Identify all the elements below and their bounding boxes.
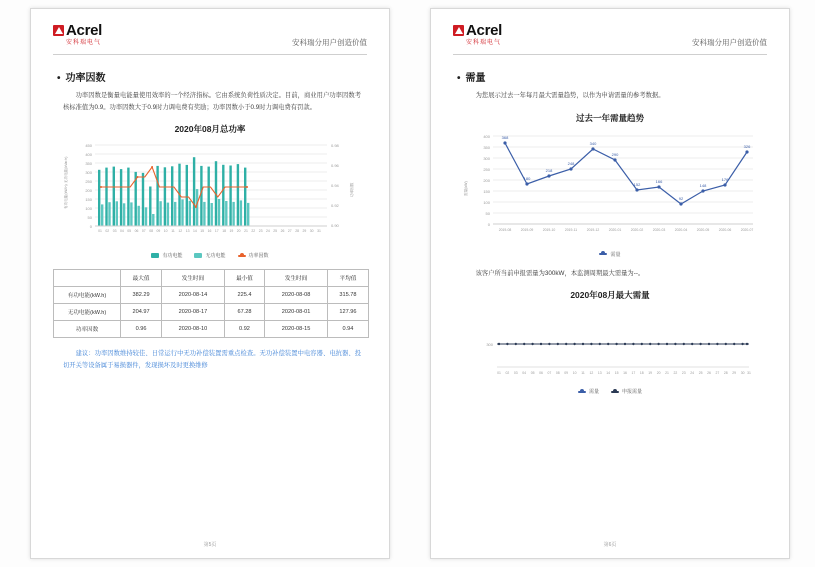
brand-subtitle: 安科瑞电气 xyxy=(466,40,502,46)
page-header-left xyxy=(53,23,367,55)
legend-label: 需量 xyxy=(610,251,621,258)
chart-max-demand xyxy=(453,289,767,395)
svg-text:2020-02: 2020-02 xyxy=(630,227,644,232)
svg-text:100: 100 xyxy=(483,199,490,205)
cell-max: 0.96 xyxy=(121,321,162,338)
svg-text:29: 29 xyxy=(732,371,737,376)
svg-text:2020-03: 2020-03 xyxy=(652,227,666,232)
svg-text:10: 10 xyxy=(163,229,168,234)
chart-svg-max-demand xyxy=(453,305,769,385)
svg-text:17: 17 xyxy=(631,371,636,376)
logo-mark-icon xyxy=(53,25,64,36)
power-factor-table xyxy=(53,269,369,338)
svg-text:16: 16 xyxy=(623,371,627,376)
legend-label: 申报需量 xyxy=(622,389,643,396)
cell-max-time: 2020-08-17 xyxy=(162,304,225,321)
svg-text:92: 92 xyxy=(678,195,684,201)
header-title-left: 安科瑞分用户创造价值 xyxy=(292,38,367,47)
cell-max: 204.97 xyxy=(121,304,162,321)
svg-text:350: 350 xyxy=(85,161,92,167)
svg-text:30: 30 xyxy=(740,371,745,376)
svg-text:03: 03 xyxy=(112,229,117,234)
svg-text:0.98: 0.98 xyxy=(331,143,339,149)
svg-text:31: 31 xyxy=(747,371,751,376)
svg-text:12: 12 xyxy=(178,229,183,234)
svg-text:176: 176 xyxy=(721,176,729,182)
svg-text:01: 01 xyxy=(98,229,102,234)
cell-min: 67.28 xyxy=(224,304,265,321)
svg-text:0.90: 0.90 xyxy=(331,223,339,229)
svg-text:02: 02 xyxy=(105,229,110,234)
brand-name: Acrel xyxy=(466,22,503,39)
svg-text:150: 150 xyxy=(85,197,92,203)
cell-avg: 315.78 xyxy=(327,287,368,304)
chart-svg-demand-trend xyxy=(453,128,769,248)
svg-text:04: 04 xyxy=(522,371,527,376)
legend-swatch-reactive-energy-icon xyxy=(194,253,202,258)
legend-swatch-active-energy-icon xyxy=(151,253,159,258)
svg-text:250: 250 xyxy=(85,179,92,185)
svg-text:13: 13 xyxy=(597,371,602,376)
svg-text:368: 368 xyxy=(501,134,509,140)
legend-item xyxy=(611,388,642,395)
svg-text:30: 30 xyxy=(309,229,314,234)
svg-text:16: 16 xyxy=(207,229,212,234)
page-right xyxy=(430,8,790,559)
svg-text:15: 15 xyxy=(200,229,205,234)
svg-text:12: 12 xyxy=(589,371,594,376)
svg-text:2019-08: 2019-08 xyxy=(498,227,512,232)
th-avg: 平均值 xyxy=(327,270,368,287)
svg-text:248: 248 xyxy=(567,160,575,166)
svg-text:200: 200 xyxy=(85,188,92,194)
table-row xyxy=(54,304,369,321)
legend-item xyxy=(194,252,225,259)
cell-min-time: 2020-08-08 xyxy=(265,287,328,304)
svg-text:09: 09 xyxy=(564,371,569,376)
section-title-demand: • 需量 xyxy=(457,69,767,84)
svg-text:0: 0 xyxy=(487,221,490,227)
svg-text:26: 26 xyxy=(280,229,285,234)
section-title-power-factor: • 功率因数 xyxy=(57,69,367,84)
chart-demand-trend xyxy=(453,112,767,258)
cell-row-name: 功率因数 xyxy=(54,321,121,338)
svg-text:06: 06 xyxy=(134,229,139,234)
chart-plot-total-power xyxy=(53,139,367,249)
brand-subtitle: 安科瑞电气 xyxy=(66,40,102,46)
svg-text:326: 326 xyxy=(743,143,751,149)
cell-max-time: 2020-08-10 xyxy=(162,321,225,338)
cell-row-name: 无功电能(kW.h) xyxy=(54,304,121,321)
svg-text:166: 166 xyxy=(655,178,663,184)
svg-text:14: 14 xyxy=(606,371,611,376)
svg-text:17: 17 xyxy=(214,229,219,234)
svg-text:290: 290 xyxy=(611,151,619,157)
legend-swatch-power-factor-icon xyxy=(238,255,246,257)
legend-label: 功率因数 xyxy=(248,253,269,260)
brand-name: Acrel xyxy=(66,22,103,39)
svg-text:需量(kW): 需量(kW) xyxy=(464,180,468,196)
svg-text:19: 19 xyxy=(648,371,653,376)
svg-text:25: 25 xyxy=(273,229,278,234)
svg-text:27: 27 xyxy=(715,371,720,376)
svg-text:2020-05: 2020-05 xyxy=(696,227,710,232)
svg-text:23: 23 xyxy=(258,229,263,234)
page-number-left: 第5页 xyxy=(203,542,217,548)
chart-plot-max-demand xyxy=(453,305,767,385)
svg-text:11: 11 xyxy=(171,229,175,234)
svg-text:18: 18 xyxy=(222,229,226,234)
chart-title-max-demand: 2020年08月最大需量 xyxy=(570,290,650,301)
table-header-row xyxy=(54,270,369,287)
svg-text:21: 21 xyxy=(665,371,669,376)
chart-legend-max-demand xyxy=(453,388,767,395)
th-max: 最大值 xyxy=(121,270,162,287)
svg-text:150: 150 xyxy=(483,188,490,194)
svg-text:152: 152 xyxy=(633,181,641,187)
paragraph-demand: 为您展示过去一年每月最大需量趋势，以作为申请需量的参考数据。 xyxy=(475,92,665,99)
svg-text:27: 27 xyxy=(287,229,292,234)
svg-text:50: 50 xyxy=(87,215,92,221)
svg-text:2019-10: 2019-10 xyxy=(542,227,556,232)
th-min-time: 发生时间 xyxy=(265,270,328,287)
svg-text:250: 250 xyxy=(483,166,490,172)
paragraph-declared-demand: 该客户所当前申报需量为300kW，本监测周期最大需量为--。 xyxy=(475,269,645,277)
svg-text:20: 20 xyxy=(236,229,241,234)
svg-text:2020-04: 2020-04 xyxy=(674,227,688,232)
cell-min: 0.92 xyxy=(224,321,265,338)
logo-mark-icon xyxy=(453,25,464,36)
brand-logo xyxy=(453,23,502,46)
legend-item xyxy=(578,388,599,395)
svg-text:13: 13 xyxy=(185,229,190,234)
svg-text:有功电能(kW.h) 无功电能(kVar.h): 有功电能(kW.h) 无功电能(kVar.h) xyxy=(64,156,68,210)
svg-text:23: 23 xyxy=(681,371,686,376)
chart-title-demand-trend: 过去一年需量趋势 xyxy=(575,112,644,123)
svg-text:07: 07 xyxy=(141,229,146,234)
svg-text:19: 19 xyxy=(229,229,234,234)
svg-text:180: 180 xyxy=(523,175,531,181)
svg-text:26: 26 xyxy=(707,371,711,376)
legend-label: 无功电能 xyxy=(205,253,226,260)
legend-swatch-demand-icon xyxy=(578,391,586,393)
svg-text:25: 25 xyxy=(698,371,703,376)
svg-text:21: 21 xyxy=(244,229,248,234)
legend-item xyxy=(599,251,620,258)
svg-text:08: 08 xyxy=(149,229,153,234)
chart-plot-demand-trend xyxy=(453,128,767,248)
svg-text:400: 400 xyxy=(483,133,490,139)
svg-text:300: 300 xyxy=(85,170,92,176)
svg-text:350: 350 xyxy=(483,144,490,150)
page-header-right xyxy=(453,23,767,55)
advice-text: 建议：功率因数维持较佳、日常运行中无功补偿装置需重点检查。无功补偿装置中电容器、电抗器、投切开关等设备属于易损器件，发现损坏及时更换维修 xyxy=(63,350,361,369)
chart-legend-demand-trend xyxy=(453,251,767,258)
legend-label: 有功电能 xyxy=(162,253,183,260)
svg-text:24: 24 xyxy=(690,371,695,376)
svg-text:22: 22 xyxy=(251,229,256,234)
svg-text:0.96: 0.96 xyxy=(331,163,339,169)
svg-text:340: 340 xyxy=(589,140,597,146)
header-title-right: 安科瑞分用户创造价值 xyxy=(692,38,767,47)
legend-swatch-declared-demand-icon xyxy=(611,391,619,393)
th-blank xyxy=(54,270,121,287)
svg-text:24: 24 xyxy=(266,229,270,234)
legend-item xyxy=(238,252,269,259)
svg-text:14: 14 xyxy=(193,229,197,234)
svg-text:450: 450 xyxy=(85,143,92,149)
svg-text:300: 300 xyxy=(483,155,490,161)
svg-text:2019-09: 2019-09 xyxy=(520,227,534,232)
legend-label: 需量 xyxy=(588,389,599,396)
svg-text:05: 05 xyxy=(127,229,132,234)
svg-text:300: 300 xyxy=(486,342,493,348)
cell-min-time: 2020-08-01 xyxy=(265,304,328,321)
svg-text:2019-11: 2019-11 xyxy=(564,227,578,232)
svg-text:2020-01: 2020-01 xyxy=(608,227,622,232)
svg-text:20: 20 xyxy=(656,371,661,376)
svg-text:10: 10 xyxy=(572,371,577,376)
svg-text:2020-07: 2020-07 xyxy=(740,227,754,232)
chart-total-power xyxy=(53,123,367,259)
svg-text:0.94: 0.94 xyxy=(331,183,339,189)
svg-text:200: 200 xyxy=(483,177,490,183)
svg-text:07: 07 xyxy=(547,371,552,376)
svg-text:28: 28 xyxy=(295,229,299,234)
svg-text:04: 04 xyxy=(120,229,124,234)
chart-title-total-power: 2020年08月总功率 xyxy=(174,124,246,135)
svg-text:0.92: 0.92 xyxy=(331,203,339,209)
cell-max: 382.29 xyxy=(121,287,162,304)
cell-max-time: 2020-08-14 xyxy=(162,287,225,304)
svg-text:08: 08 xyxy=(555,371,560,376)
svg-text:06: 06 xyxy=(539,371,543,376)
svg-text:22: 22 xyxy=(673,371,678,376)
svg-text:28: 28 xyxy=(723,371,728,376)
cell-min-time: 2020-08-15 xyxy=(265,321,328,338)
svg-text:29: 29 xyxy=(302,229,307,234)
legend-swatch-demand-icon xyxy=(599,253,607,255)
svg-text:0: 0 xyxy=(89,224,92,230)
svg-text:05: 05 xyxy=(530,371,535,376)
svg-text:01: 01 xyxy=(497,371,501,376)
svg-text:18: 18 xyxy=(639,371,644,376)
svg-text:15: 15 xyxy=(614,371,619,376)
svg-text:02: 02 xyxy=(505,371,510,376)
th-max-time: 发生时间 xyxy=(162,270,225,287)
svg-text:09: 09 xyxy=(156,229,161,234)
cell-avg: 0.94 xyxy=(327,321,368,338)
svg-text:100: 100 xyxy=(85,206,92,212)
svg-text:11: 11 xyxy=(581,371,585,376)
svg-text:31: 31 xyxy=(317,229,321,234)
svg-text:400: 400 xyxy=(85,152,92,158)
table-row xyxy=(54,287,369,304)
svg-text:148: 148 xyxy=(699,182,707,188)
legend-item xyxy=(151,252,182,259)
cell-row-name: 有功电能(kW.h) xyxy=(54,287,121,304)
chart-svg-total-power xyxy=(53,139,369,249)
table-row xyxy=(54,321,369,338)
cell-min: 225.4 xyxy=(224,287,265,304)
svg-text:2019-12: 2019-12 xyxy=(586,227,600,232)
svg-text:功率因数: 功率因数 xyxy=(350,182,354,198)
brand-logo xyxy=(53,23,102,46)
th-min: 最小值 xyxy=(224,270,265,287)
svg-text:2020-06: 2020-06 xyxy=(718,227,732,232)
chart-legend-total-power xyxy=(53,252,367,259)
paragraph-power-factor: 功率因数是衡量电能量使用效率的一个经济指标。它由系统负荷性质决定。目前，商业用户功率因数考核标准值为0.9。功率因数大于0.9时力调电费有奖励；功率因数小于0.9时力调电费有罚款。 xyxy=(63,92,361,111)
cell-avg: 127.96 xyxy=(327,304,368,321)
page-number-right: 第6页 xyxy=(603,542,617,548)
svg-text:03: 03 xyxy=(513,371,518,376)
page-left xyxy=(30,8,390,559)
svg-text:218: 218 xyxy=(545,167,553,173)
svg-text:50: 50 xyxy=(485,210,490,216)
